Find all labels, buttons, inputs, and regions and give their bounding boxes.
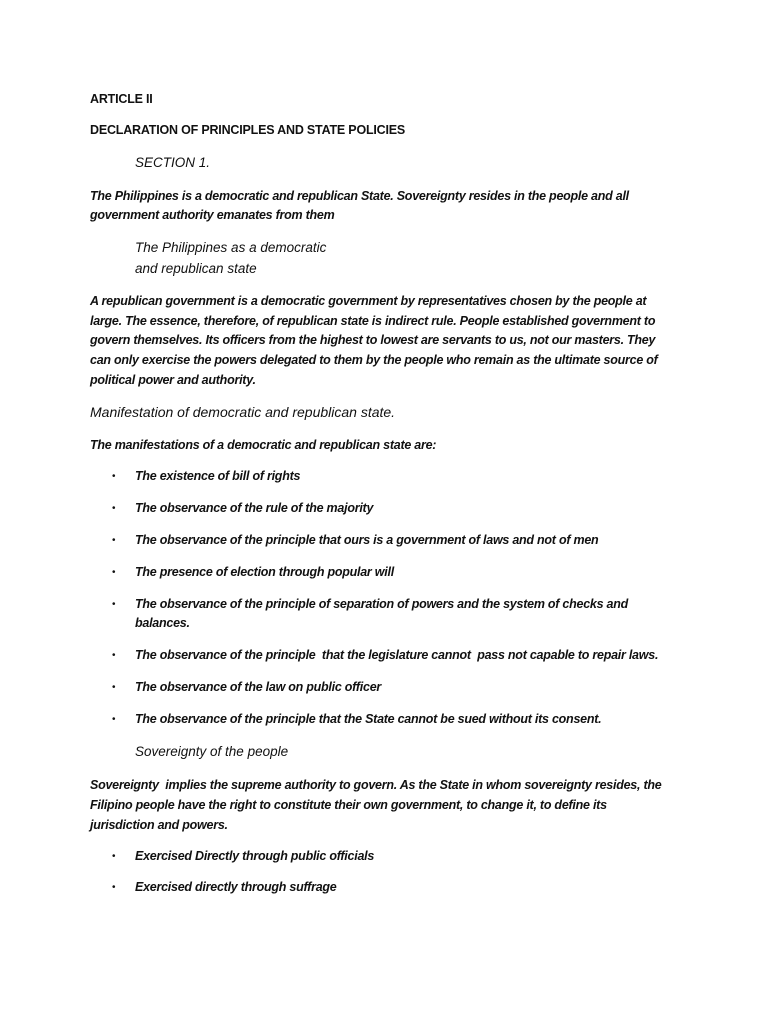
- subheading-democratic-line-1: The Philippines as a democratic: [135, 240, 327, 255]
- manifestation-item-2: The observance of the rule of the majority: [135, 501, 374, 515]
- bullet-marker: •: [112, 851, 116, 862]
- bullet-marker: •: [112, 535, 116, 546]
- manifestation-item-5-line-2: balances.: [135, 616, 190, 630]
- paragraph-2-line-1: Sovereignty implies the supreme authority to govern. As the State in whom sovereignty resides, the: [90, 778, 662, 792]
- bullet-marker: •: [112, 599, 116, 610]
- subheading-sovereignty: Sovereignty of the people: [135, 744, 289, 759]
- bullet-marker: •: [112, 567, 116, 578]
- paragraph-1-line-1: A republican government is a democratic government by representatives chosen by the people at: [90, 294, 647, 308]
- manifestation-item-6: The observance of the principle that the legislature cannot pass not capable to repair laws.: [135, 648, 659, 662]
- bullet-marker: •: [112, 882, 116, 893]
- subheading-manifestation: Manifestation of democratic and republican state.: [90, 404, 396, 420]
- sovereignty-item-1: Exercised Directly through public officials: [135, 849, 375, 863]
- paragraph-1-line-2: large. The essence, therefore, of republican state is indirect rule. People established government to: [90, 314, 656, 328]
- subheading-democratic-line-2: and republican state: [135, 261, 257, 276]
- bullet-marker: •: [112, 471, 116, 482]
- manifestation-item-7: The observance of the law on public officer: [135, 680, 382, 694]
- section-text-line-1: The Philippines is a democratic and republican State. Sovereignty resides in the people and all: [90, 189, 629, 203]
- manifestation-item-1: The existence of bill of rights: [135, 469, 301, 483]
- paragraph-1-line-3: govern themselves. Its officers from the highest to lowest are servants to us, not our masters. They: [90, 333, 656, 347]
- manifestation-item-4: The presence of election through popular will: [135, 565, 394, 579]
- paragraph-2-line-2: Filipino people have the right to constitute their own government, to change it, to define its: [90, 798, 607, 812]
- declaration-heading: DECLARATION OF PRINCIPLES AND STATE POLICIES: [90, 123, 406, 137]
- section-text-line-2: government authority emanates from them: [90, 208, 335, 222]
- manifestation-item-8: The observance of the principle that the State cannot be sued without its consent.: [135, 712, 602, 726]
- bullet-marker: •: [112, 650, 116, 661]
- article-heading: ARTICLE II: [90, 92, 153, 106]
- manifestations-intro: The manifestations of a democratic and republican state are:: [90, 438, 437, 452]
- manifestation-item-3: The observance of the principle that ours is a government of laws and not of men: [135, 533, 599, 547]
- paragraph-1-line-4: can only exercise the powers delegated to them by the people who remain as the ultimate source of: [90, 353, 658, 367]
- paragraph-1-line-5: political power and authority.: [90, 373, 256, 387]
- section-heading: SECTION 1.: [135, 155, 211, 170]
- bullet-marker: •: [112, 682, 116, 693]
- sovereignty-item-2: Exercised directly through suffrage: [135, 880, 337, 894]
- manifestation-item-5-line-1: The observance of the principle of separation of powers and the system of checks and: [135, 597, 629, 611]
- bullet-marker: •: [112, 503, 116, 514]
- bullet-marker: •: [112, 714, 116, 725]
- paragraph-2-line-3: jurisdiction and powers.: [90, 818, 228, 832]
